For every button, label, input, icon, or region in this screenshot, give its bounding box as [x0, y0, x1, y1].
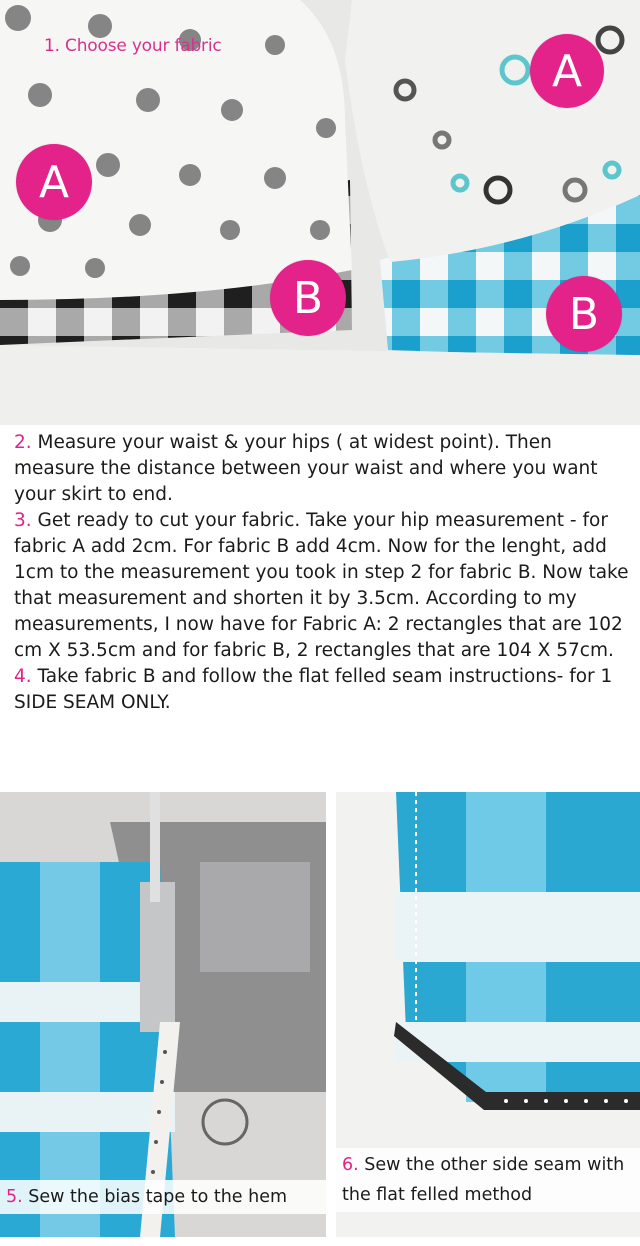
- step-6-text: Sew the other side seam with the flat felled method: [342, 1155, 625, 1205]
- step-1-text: Choose your fabric: [65, 36, 222, 56]
- step-3-text: Get ready to cut your fabric. Take your hip measurement - for fabric A add 2cm. For fabric B add 4cm. Now for the lenght, add 1cm to the measurement you took in step 2 for fabric B. Now take that measurement and shorten it by 3.5cm. According to my measurements, I now have for Fabric A: 2 rectangles that are 102 cm X 53.5cm and for fabric B, 2 rectangles that are 104 X 57cm.: [14, 510, 629, 661]
- step-2-text: Measure your waist & your hips ( at widest point). Then measure the distance between your waist and where you want your skirt to end.: [14, 432, 598, 505]
- fabric-b-badge-right: B: [546, 276, 622, 352]
- step-2: [14, 430, 634, 508]
- fabric-a-badge-right: A: [530, 34, 604, 108]
- flat-felled-seam-photo: [336, 792, 640, 1237]
- step-1-number: 1.: [44, 36, 60, 56]
- step-3-number: 3.: [14, 510, 32, 531]
- step-6-caption: [336, 1148, 640, 1212]
- fabric-a-badge-left: A: [16, 144, 92, 220]
- sewing-machine-illustration: [0, 792, 326, 1237]
- step-4-text: Take fabric B and follow the flat felled seam instructions- for 1 SIDE SEAM ONLY.: [14, 666, 613, 713]
- step-4: [14, 664, 634, 716]
- step-6-number: 6.: [342, 1155, 359, 1175]
- step-3: [14, 508, 634, 664]
- step-4-number: 4.: [14, 666, 32, 687]
- fabric-choice-photo: [0, 0, 640, 425]
- step-2-number: 2.: [14, 432, 32, 453]
- step-5-caption: [0, 1180, 326, 1214]
- step-5-text: Sew the bias tape to the hem: [28, 1187, 288, 1207]
- instructions-text: [14, 430, 634, 716]
- step-5-number: 5.: [6, 1187, 23, 1207]
- sewing-bias-tape-photo: [0, 792, 326, 1237]
- step-1-caption: [44, 36, 222, 56]
- fabric-b-badge-left: B: [270, 260, 346, 336]
